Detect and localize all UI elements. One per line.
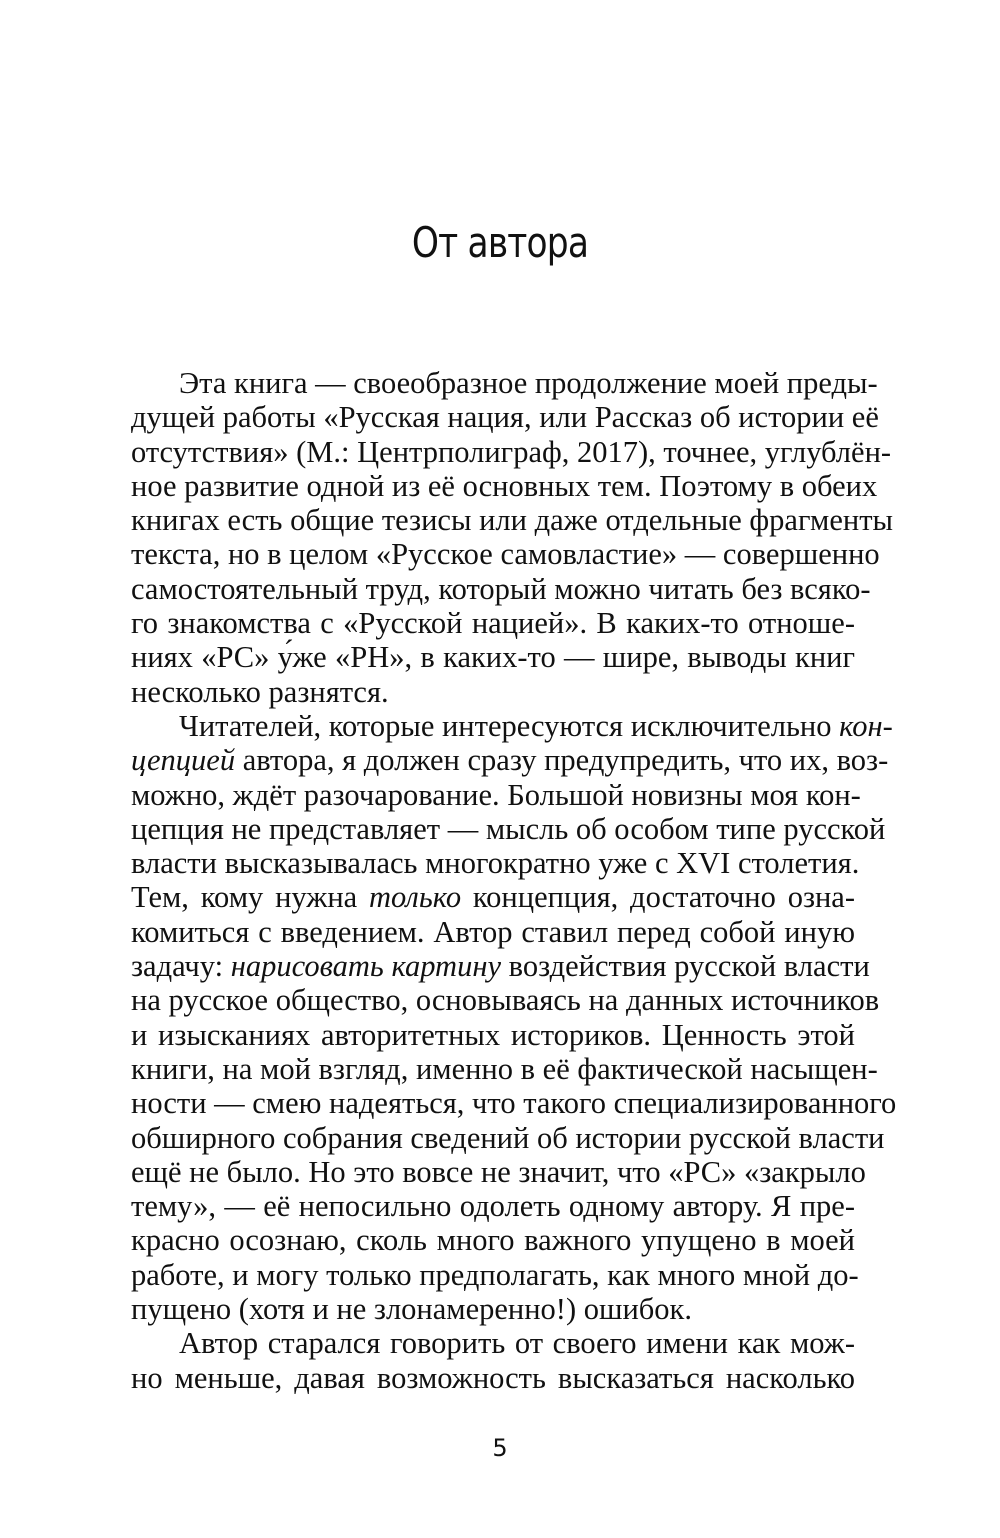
text-line	[131, 743, 889, 778]
text-line: ное развитие одной из её основных тем. Поэтому в обеих	[131, 468, 878, 503]
text-line: работе, и могу только предполагать, как много мной до-	[131, 1257, 859, 1292]
italic-text-run: цепцией	[131, 743, 236, 778]
text-line: текста, но в целом «Русское самовластие» — совершенно	[131, 537, 880, 572]
body-text	[131, 366, 897, 1395]
text-run: задачу:	[131, 949, 231, 984]
text-line: самостоятельный труд, который можно читать без всяко-	[131, 571, 871, 606]
text-line: тему», — её непосильно одолеть одному автору. Я пре-	[131, 1189, 855, 1224]
paragraph	[131, 708, 897, 1327]
text-line: власти высказывалась многократно уже с XVI столетия.	[131, 846, 860, 881]
text-line	[131, 880, 855, 914]
text-line: можно, ждёт разочарование. Большой новизны моя кон-	[131, 777, 861, 812]
text-run: концепция, достаточно озна-	[461, 880, 856, 915]
text-line: на русское общество, основываясь на данных источников	[131, 983, 880, 1018]
text-run: Тем, кому нужна	[131, 880, 370, 915]
italic-text-run: нарисовать картину	[230, 949, 501, 984]
page-number: 5	[492, 1434, 508, 1462]
text-line: цепция не представляет — мысль об особом типе русской	[131, 811, 886, 846]
italic-text-run: кон-	[839, 708, 893, 743]
text-line: и изысканиях авторитетных историков. Ценность этой	[131, 1017, 855, 1052]
text-line: ности — смею надеяться, что такого специализированного	[131, 1086, 897, 1121]
page-title: От автора	[411, 218, 589, 267]
text-line: комиться с введением. Автор ставил перед собой иную	[131, 914, 855, 949]
text-run: Читателей, которые интересуются исключительно	[179, 708, 840, 743]
text-run: воздействия русской власти	[501, 949, 870, 984]
text-line	[131, 708, 893, 743]
text-line: пущено (хотя и не злонамеренно!) ошибок.	[131, 1292, 693, 1327]
text-line: книги, на мой взгляд, именно в её фактической насыщен-	[131, 1051, 878, 1086]
text-line: ещё не было. Но это вовсе не значит, что «РС» «закрыло	[131, 1154, 866, 1189]
paragraph	[131, 366, 894, 709]
text-line: книгах есть общие тезисы или даже отдельные фрагменты	[131, 503, 894, 538]
text-line: Эта книга — своеобразное продолжение моей преды-	[179, 366, 878, 400]
text-line: го знакомства с «Русской нацией». В каких-то отноше-	[131, 606, 855, 641]
paragraph	[131, 1326, 855, 1395]
text-run: автора, я должен сразу предупредить, что их, воз-	[235, 743, 889, 778]
text-line: дущей работы «Русская нация, или Рассказ об истории её	[131, 400, 879, 435]
italic-text-run: только	[369, 880, 462, 915]
text-line: Автор старался говорить от своего имени как мож-	[179, 1326, 855, 1361]
text-line: красно осознаю, сколь много важного упущено в моей	[131, 1223, 855, 1258]
text-line: но меньше, давая возможность высказаться насколько	[131, 1360, 855, 1395]
text-line: обширного собрания сведений об истории русской власти	[131, 1120, 885, 1155]
text-line: ниях «РС» у́же «РН», в каких-то — шире, выводы книг	[131, 640, 855, 675]
text-line: несколько разнятся.	[131, 674, 389, 709]
text-line: отсутствия» (М.: Центрполиграф, 2017), точнее, углублён-	[131, 434, 892, 469]
text-line	[131, 949, 870, 984]
